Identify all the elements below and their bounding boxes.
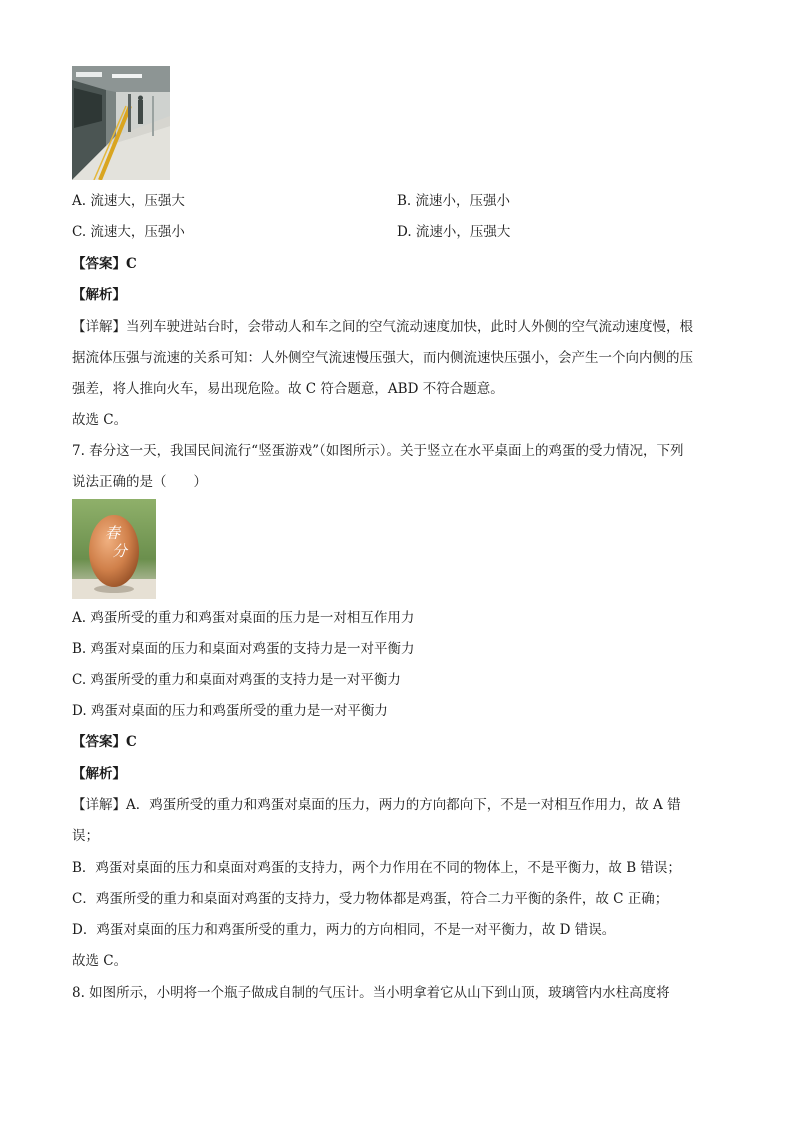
q7-answer: 【答案】C <box>72 734 137 750</box>
q7-stem-line: 说法正确的是（ ） <box>72 474 207 490</box>
egg-label-bottom: 分 <box>112 542 128 560</box>
q7-explanation-line: C．鸡蛋所受的重力和桌面对鸡蛋的支持力，受力物体都是鸡蛋，符合二力平衡的条件，故 C 正确； <box>72 891 669 907</box>
q6-option-c: C. 流速大，压强小 <box>72 224 185 240</box>
q6-option-d: D. 流速小，压强大 <box>397 224 511 240</box>
q7-option-b: B. 鸡蛋对桌面的压力和桌面对鸡蛋的支持力是一对平衡力 <box>72 641 415 657</box>
q7-conclusion: 故选 C。 <box>72 953 128 969</box>
q7-explanation-line: 【详解】A．鸡蛋所受的重力和鸡蛋对桌面的压力，两力的方向都向下，不是一对相互作用力，故 A 错 <box>72 797 681 813</box>
q6-option-b: B. 流速小，压强小 <box>397 193 511 209</box>
q7-stem-line: 7. 春分这一天，我国民间流行“竖蛋游戏”（如图所示）。关于竖立在水平桌面上的鸡蛋的受力情况，下列 <box>72 443 684 459</box>
q7-explanation-line: 误； <box>72 828 99 844</box>
subway-platform-illustration <box>72 66 170 180</box>
q6-explanation-line: 【详解】当列车驶进站台时，会带动人和车之间的空气流动速度加快，此时人外侧的空气流动速度慢，根 <box>72 319 693 335</box>
q7-explanation-line: D．鸡蛋对桌面的压力和鸡蛋所受的重力，两力的方向相同，不是一对平衡力，故 D 错误。 <box>72 922 616 938</box>
q7-option-d: D. 鸡蛋对桌面的压力和鸡蛋所受的重力是一对平衡力 <box>72 703 388 719</box>
q6-explanation-line: 据流体压强与流速的关系可知：人外侧空气流速慢压强大，而内侧流速快压强小，会产生一个向内侧的压 <box>72 350 693 366</box>
q6-answer: 【答案】C <box>72 256 137 272</box>
q6-conclusion: 故选 C。 <box>72 412 128 428</box>
q7-option-a: A. 鸡蛋所受的重力和鸡蛋对桌面的压力是一对相互作用力 <box>72 610 415 626</box>
q7-explanation-line: B．鸡蛋对桌面的压力和桌面对鸡蛋的支持力，两个力作用在不同的物体上，不是平衡力，故 B 错误； <box>72 860 681 876</box>
q6-option-a: A. 流速大，压强大 <box>72 193 185 209</box>
egg-label-top: 春 <box>105 524 121 542</box>
q7-analysis-heading: 【解析】 <box>72 766 126 782</box>
q7-option-c: C. 鸡蛋所受的重力和桌面对鸡蛋的支持力是一对平衡力 <box>72 672 401 688</box>
q8-stem-line: 8. 如图所示，小明将一个瓶子做成自制的气压计。当小明拿着它从山下到山顶，玻璃管内水柱高度将 <box>72 985 670 1001</box>
subway-platform-photo <box>72 66 170 180</box>
q6-explanation-line: 强差，将人推向火车，易出现危险。故 C 符合题意，ABD 不符合题意。 <box>72 381 504 397</box>
standing-egg-photo <box>72 499 156 599</box>
q6-analysis-heading: 【解析】 <box>72 287 126 303</box>
